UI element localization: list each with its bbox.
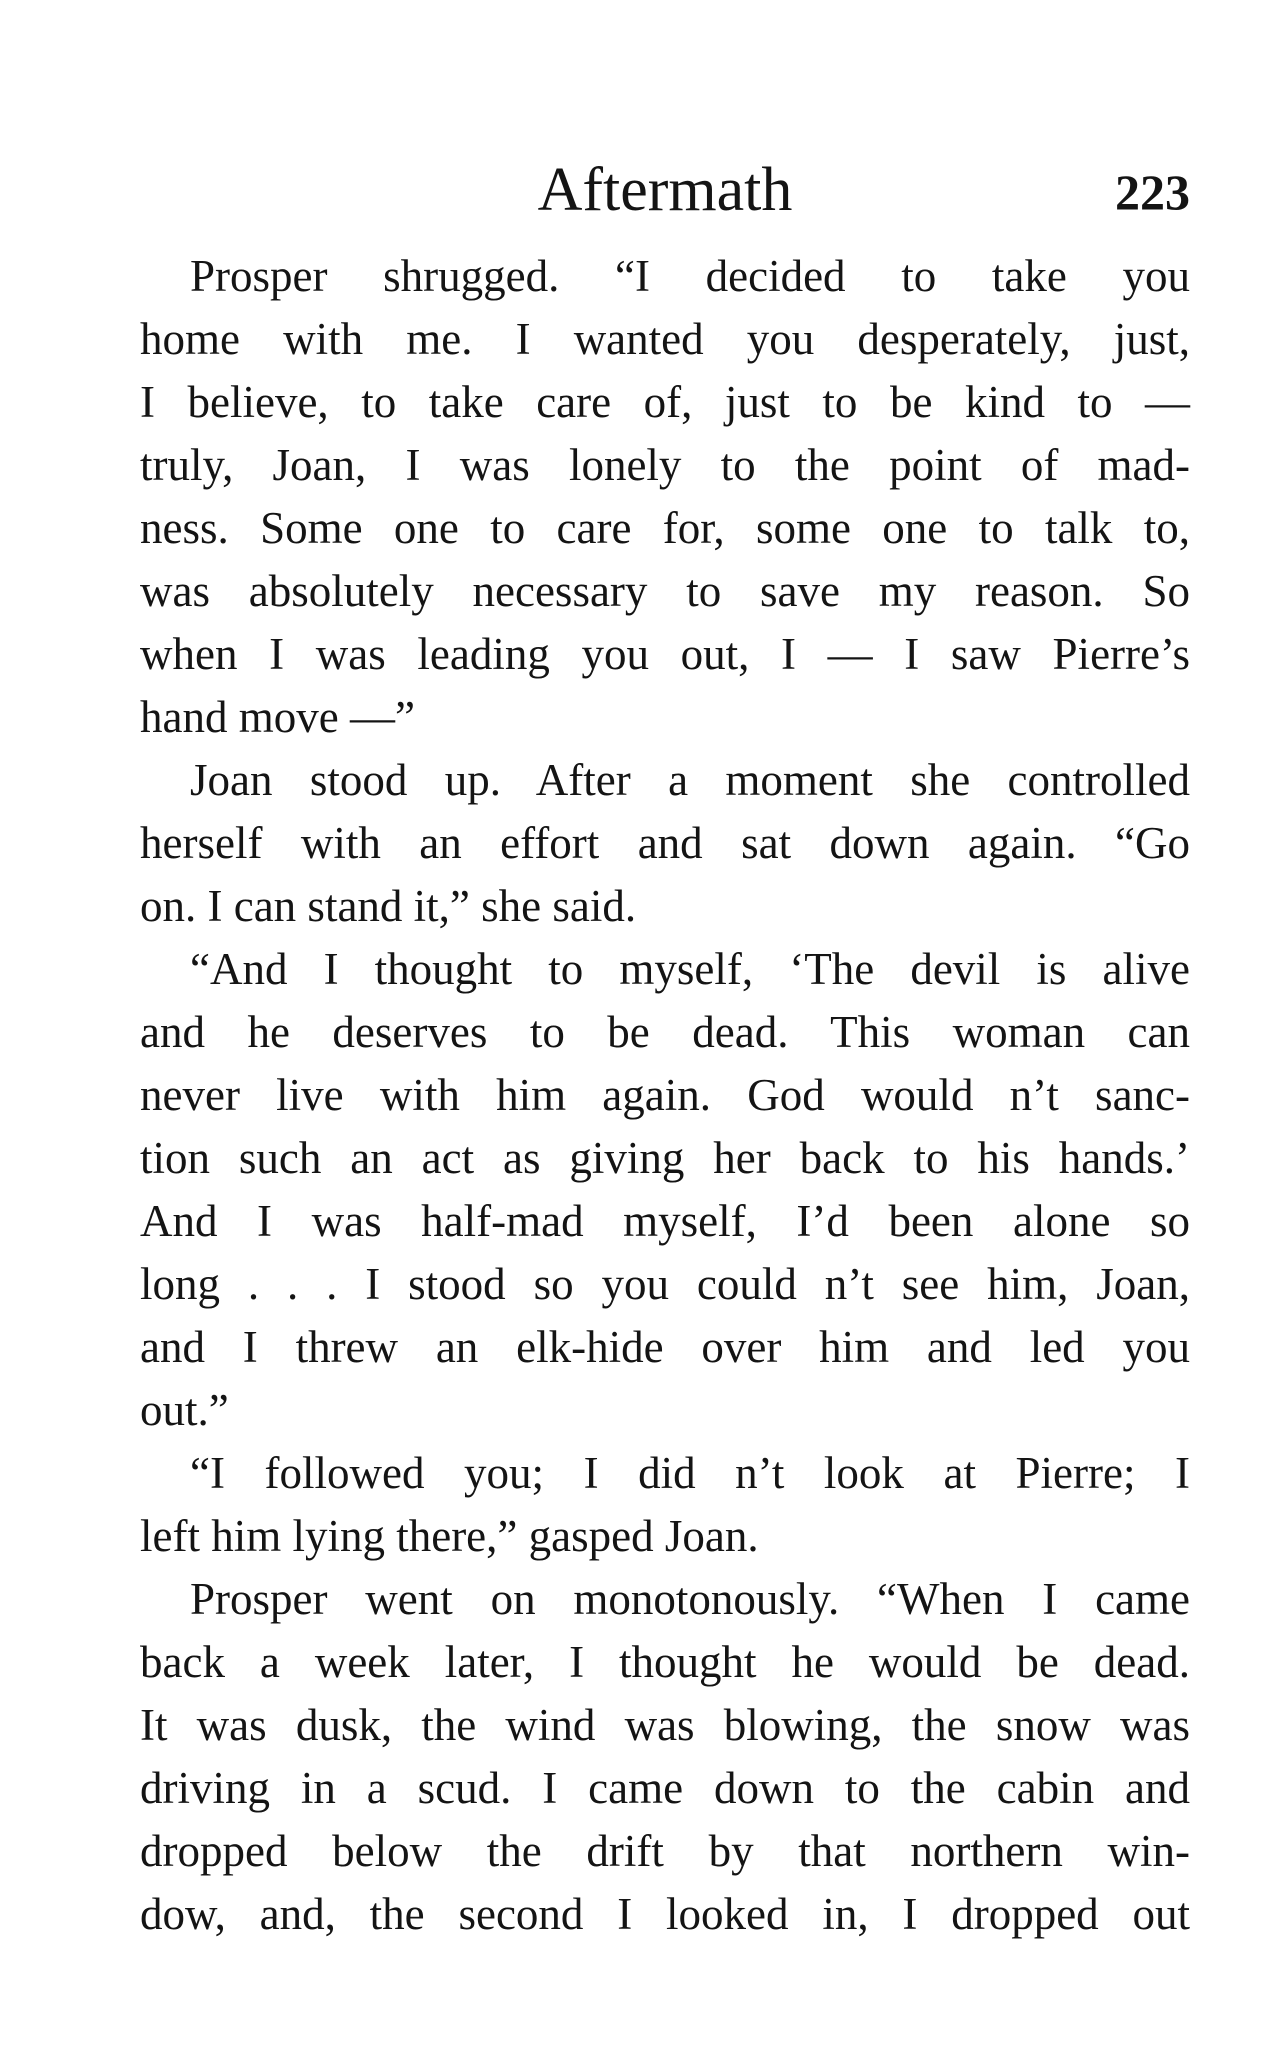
text-line: Prosper shrugged. “I decided to take you	[190, 251, 1190, 301]
text-line: “I followed you; I did n’t look at Pierre; I	[190, 1448, 1190, 1498]
text-line: long . . . I stood so you could n’t see him, Joan,	[140, 1259, 1190, 1309]
page-number: 223	[1115, 164, 1190, 220]
text-line: truly, Joan, I was lonely to the point of mad-	[140, 440, 1190, 490]
text-line: left him lying there,” gasped Joan.	[140, 1511, 759, 1561]
text-line: I believe, to take care of, just to be kind to —	[140, 377, 1190, 427]
chapter-title: Aftermath	[537, 156, 793, 224]
text-line: on. I can stand it,” she said.	[140, 881, 637, 931]
text-line: ness. Some one to care for, some one to talk to,	[140, 503, 1190, 553]
text-line: Joan stood up. After a moment she controlled	[190, 755, 1190, 805]
body-text	[140, 245, 1190, 1946]
text-line: “And I thought to myself, ‘The devil is alive	[190, 944, 1190, 994]
text-line: dropped below the drift by that northern win-	[140, 1826, 1190, 1876]
text-line: dow, and, the second I looked in, I dropped out	[140, 1889, 1190, 1939]
text-line: and I threw an elk-hide over him and led you	[140, 1322, 1190, 1372]
text-line: home with me. I wanted you desperately, just,	[140, 314, 1190, 364]
text-line: It was dusk, the wind was blowing, the snow was	[140, 1700, 1190, 1750]
text-line: hand move —”	[140, 692, 415, 742]
text-line: out.”	[140, 1385, 229, 1435]
text-line: and he deserves to be dead. This woman can	[140, 1007, 1190, 1057]
text-line: herself with an effort and sat down again. “Go	[140, 818, 1190, 868]
text-line: tion such an act as giving her back to his hands.’	[140, 1133, 1190, 1183]
text-line: driving in a scud. I came down to the cabin and	[140, 1763, 1190, 1813]
text-line: And I was half-mad myself, I’d been alone so	[140, 1196, 1190, 1246]
running-head	[140, 150, 1190, 230]
text-line: Prosper went on monotonously. “When I came	[190, 1574, 1190, 1624]
text-line: never live with him again. God would n’t sanc-	[140, 1070, 1190, 1120]
text-line: was absolutely necessary to save my reason. So	[140, 566, 1190, 616]
text-line: back a week later, I thought he would be dead.	[140, 1637, 1190, 1687]
text-line: when I was leading you out, I — I saw Pierre’s	[140, 629, 1190, 679]
